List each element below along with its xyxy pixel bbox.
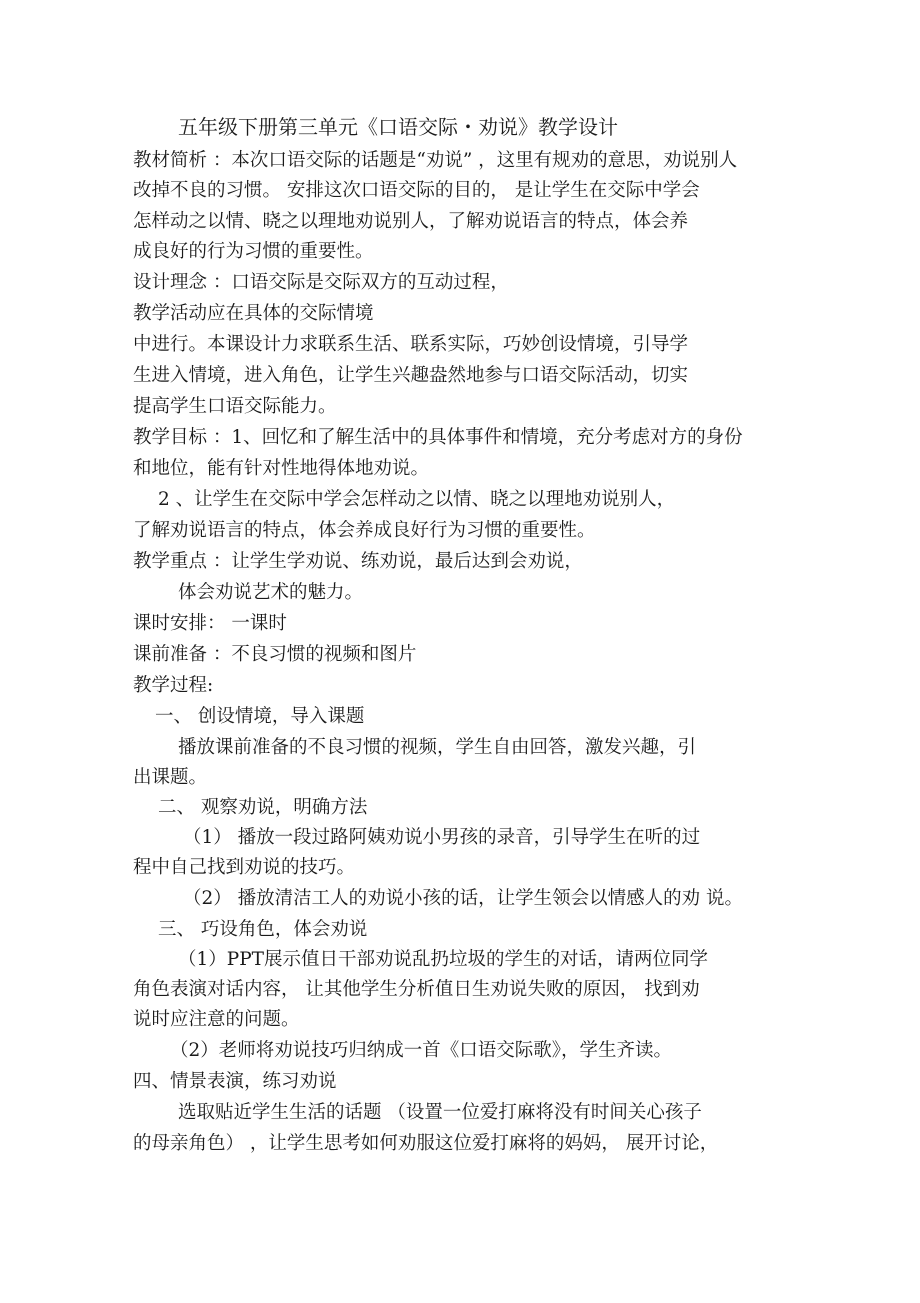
text-line: 一、 创设情境，导入课题 — [155, 706, 365, 727]
text-line: 教学过程: — [133, 675, 214, 696]
text-line: 四、情景表演，练习劝说 — [133, 1071, 337, 1092]
text-line: （2） 播放清洁工人的劝说小孩的话，让学生领会以情感人的劝 说。 — [183, 888, 744, 909]
text-line: 说时应注意的问题。 — [133, 1009, 300, 1030]
text-line: 教学目标 ：1、回忆和了解生活中的具体事件和情境，充分考虑对方的身份 — [133, 427, 743, 448]
text-line: 的母亲角色） ，让学生思考如何劝服这位爱打麻将的妈妈， 展开讨论， — [133, 1133, 719, 1154]
text-line: 课时安排： 一课时 — [133, 613, 287, 634]
text-line: （2）老师将劝说技巧归纳成一首《口语交际歌》，学生齐读。 — [170, 1040, 673, 1061]
text-line: 成良好的行为习惯的重要性。 — [133, 241, 374, 262]
text-line: 出课题。 — [133, 767, 208, 788]
text-line: 改掉不良的习惯。 安排这次口语交际的目的， 是让学生在交际中学会 — [133, 180, 700, 201]
text-line: 了解劝说语言的特点，体会养成良好行为习惯的重要性。 — [133, 520, 596, 541]
text-line: 课前准备 ：不良习惯的视频和图片 — [133, 644, 417, 665]
text-line: 生进入情境，进入角色，让学生兴趣盎然地参与口语交际活动，切实 — [133, 365, 689, 386]
document-title: 五年级下册第三单元《口语交际・劝说》教学设计 — [178, 115, 618, 139]
text-line: 角色表演对话内容， 让其他学生分析值日生劝说失败的原因， 找到劝 — [133, 979, 700, 1000]
text-line: 播放课前准备的不良习惯的视频，学生自由回答，激发兴趣，引 — [178, 737, 697, 758]
text-line: 2 、让学生在交际中学会怎样动之以情、晓之以理地劝说别人， — [158, 489, 676, 510]
text-line: （1） 播放一段过路阿姨劝说小男孩的录音，引导学生在听的过 — [183, 827, 701, 848]
text-line: 程中自己找到劝说的技巧。 — [133, 857, 356, 878]
text-line: 三、 巧设角色，体会劝说 — [158, 919, 368, 940]
text-line: 教材简析 ：本次口语交际的话题是“劝说” ，这里有规劝的意思，劝说别人 — [133, 150, 738, 171]
text-line: 中进行。本课设计力求联系生活、联系实际，巧妙创设情境，引导学 — [133, 334, 689, 355]
text-line: 二、 观察劝说，明确方法 — [158, 797, 368, 818]
text-line: 教学活动应在具体的交际情境 — [133, 303, 374, 324]
text-line: 选取贴近学生生活的话题 （设置一位爱打麻将没有时间关心孩子 — [178, 1102, 702, 1123]
text-line: 提高学生口语交际能力。 — [133, 396, 337, 417]
text-line: 怎样动之以情、晓之以理地劝说别人，了解劝说语言的特点，体会养 — [133, 211, 689, 232]
text-line: （1）PPT展示值日干部劝说乱扔垃圾的学生的对话，请两位同学 — [178, 949, 709, 970]
text-line: 设计理念 ：口语交际是交际双方的互动过程， — [133, 272, 509, 293]
text-line: 教学重点 ：让学生学劝说、练劝说，最后达到会劝说， — [133, 551, 583, 572]
text-line: 体会劝说艺术的魅力。 — [178, 582, 364, 603]
text-line: 和地位，能有针对性地得体地劝说。 — [133, 458, 430, 479]
